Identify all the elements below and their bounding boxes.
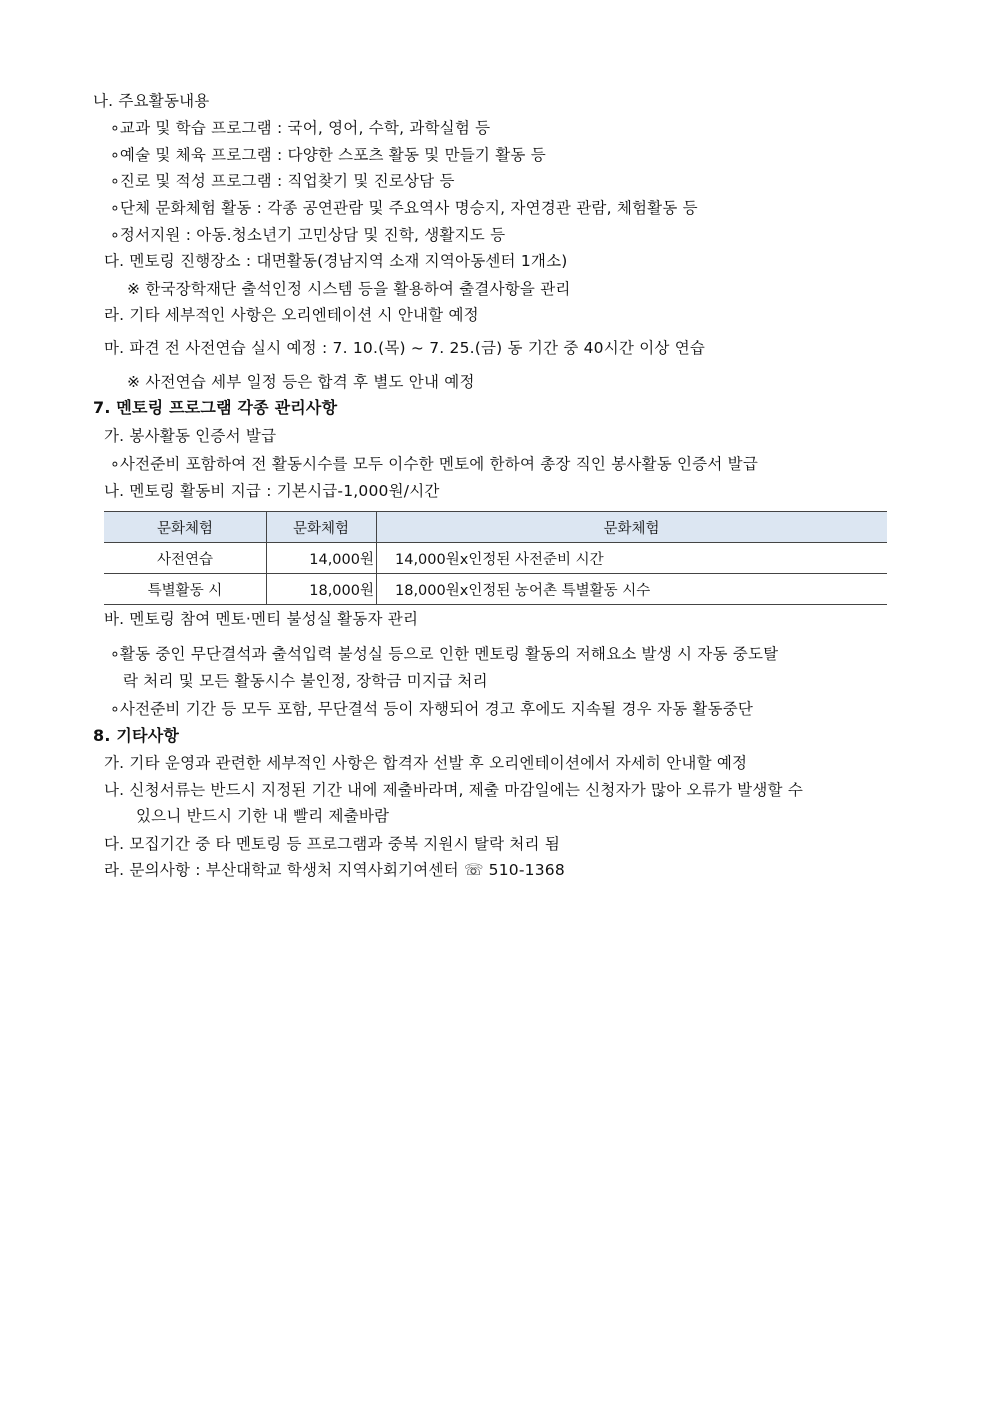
- section-8c-text: 다. 모집기간 중 타 멘토링 등 프로그램과 중복 지원시 탈락 처리 됨: [104, 835, 561, 853]
- section-7c-title: 바. 멘토링 참여 멘토·멘티 불성실 활동자 관리: [104, 610, 419, 628]
- table-row: [104, 543, 887, 574]
- table-header-cell: 문화체험: [104, 512, 267, 543]
- section-7-heading: 7. 멘토링 프로그램 각종 관리사항: [93, 398, 338, 417]
- section-c-title: 다. 멘토링 진행장소 : 대면활동(경남지역 소재 지역아동센터 1개소): [104, 252, 568, 270]
- section-8b-text-continued: 있으니 반드시 기한 내 빨리 제출바람: [136, 807, 390, 825]
- section-7a-title: 가. 봉사활동 인증서 발급: [104, 427, 277, 445]
- table-cell: 18,000원: [267, 574, 377, 605]
- table-header-cell: 문화체험: [377, 512, 888, 543]
- section-8a-text: 가. 기타 운영과 관련한 세부적인 사항은 합격자 선발 후 오리엔테이션에서 자세히 안내할 예정: [104, 754, 748, 772]
- section-8b-text: 나. 신청서류는 반드시 지정된 기간 내에 제출바라며, 제출 마감일에는 신청자가 많아 오류가 발생할 수: [104, 781, 804, 799]
- activity-item: ∘예술 및 체육 프로그램 : 다양한 스포츠 활동 및 만들기 활동 등: [110, 146, 546, 164]
- section-7c-item: ∘활동 중인 무단결석과 출석입력 불성실 등으로 인한 멘토링 활동의 저해요소 발생 시 자동 중도탈: [110, 645, 779, 663]
- section-8d-text: 라. 문의사항 : 부산대학교 학생처 지역사회기여센터 ☏ 510-1368: [104, 861, 565, 879]
- section-b-title: 나. 주요활동내용: [93, 92, 210, 110]
- section-c-note: ※ 한국장학재단 출석인정 시스템 등을 활용하여 출결사항을 관리: [127, 280, 571, 298]
- table-cell: 14,000원x인정된 사전준비 시간: [377, 543, 888, 574]
- section-e-title: 마. 파견 전 사전연습 실시 예정 : 7. 10.(목) ~ 7. 25.(금) 동 기간 중 40시간 이상 연습: [104, 339, 706, 357]
- table-header-row: [104, 512, 887, 543]
- section-8-heading: 8. 기타사항: [93, 726, 180, 745]
- activity-item: ∘단체 문화체험 활동 : 각종 공연관람 및 주요역사 명승지, 자연경관 관람, 체험활동 등: [110, 199, 698, 217]
- section-d-text: 라. 기타 세부적인 사항은 오리엔테이션 시 안내할 예정: [104, 306, 479, 324]
- activity-item: ∘정서지원 : 아동.청소년기 고민상담 및 진학, 생활지도 등: [110, 226, 506, 244]
- section-7a-item: ∘사전준비 포함하여 전 활동시수를 모두 이수한 멘토에 한하여 총장 직인 봉사활동 인증서 발급: [110, 455, 759, 473]
- table-cell: 특별활동 시: [104, 574, 267, 605]
- activity-item: ∘교과 및 학습 프로그램 : 국어, 영어, 수학, 과학실험 등: [110, 119, 491, 137]
- section-7b-title: 나. 멘토링 활동비 지급 : 기본시급-1,000원/시간: [104, 482, 440, 500]
- section-e-note: ※ 사전연습 세부 일정 등은 합격 후 별도 안내 예정: [127, 373, 475, 391]
- section-7c-item-continued: 락 처리 및 모든 활동시수 불인정, 장학금 미지급 처리: [123, 672, 488, 690]
- allowance-table: [104, 511, 887, 605]
- table-cell: 사전연습: [104, 543, 267, 574]
- activity-item: ∘진로 및 적성 프로그램 : 직업찾기 및 진로상담 등: [110, 172, 455, 190]
- table-cell: 18,000원x인정된 농어촌 특별활동 시수: [377, 574, 888, 605]
- table-cell: 14,000원: [267, 543, 377, 574]
- table-row: [104, 574, 887, 605]
- section-7c-item: ∘사전준비 기간 등 모두 포함, 무단결석 등이 자행되어 경고 후에도 지속될 경우 자동 활동중단: [110, 700, 754, 718]
- table-header-cell: 문화체험: [267, 512, 377, 543]
